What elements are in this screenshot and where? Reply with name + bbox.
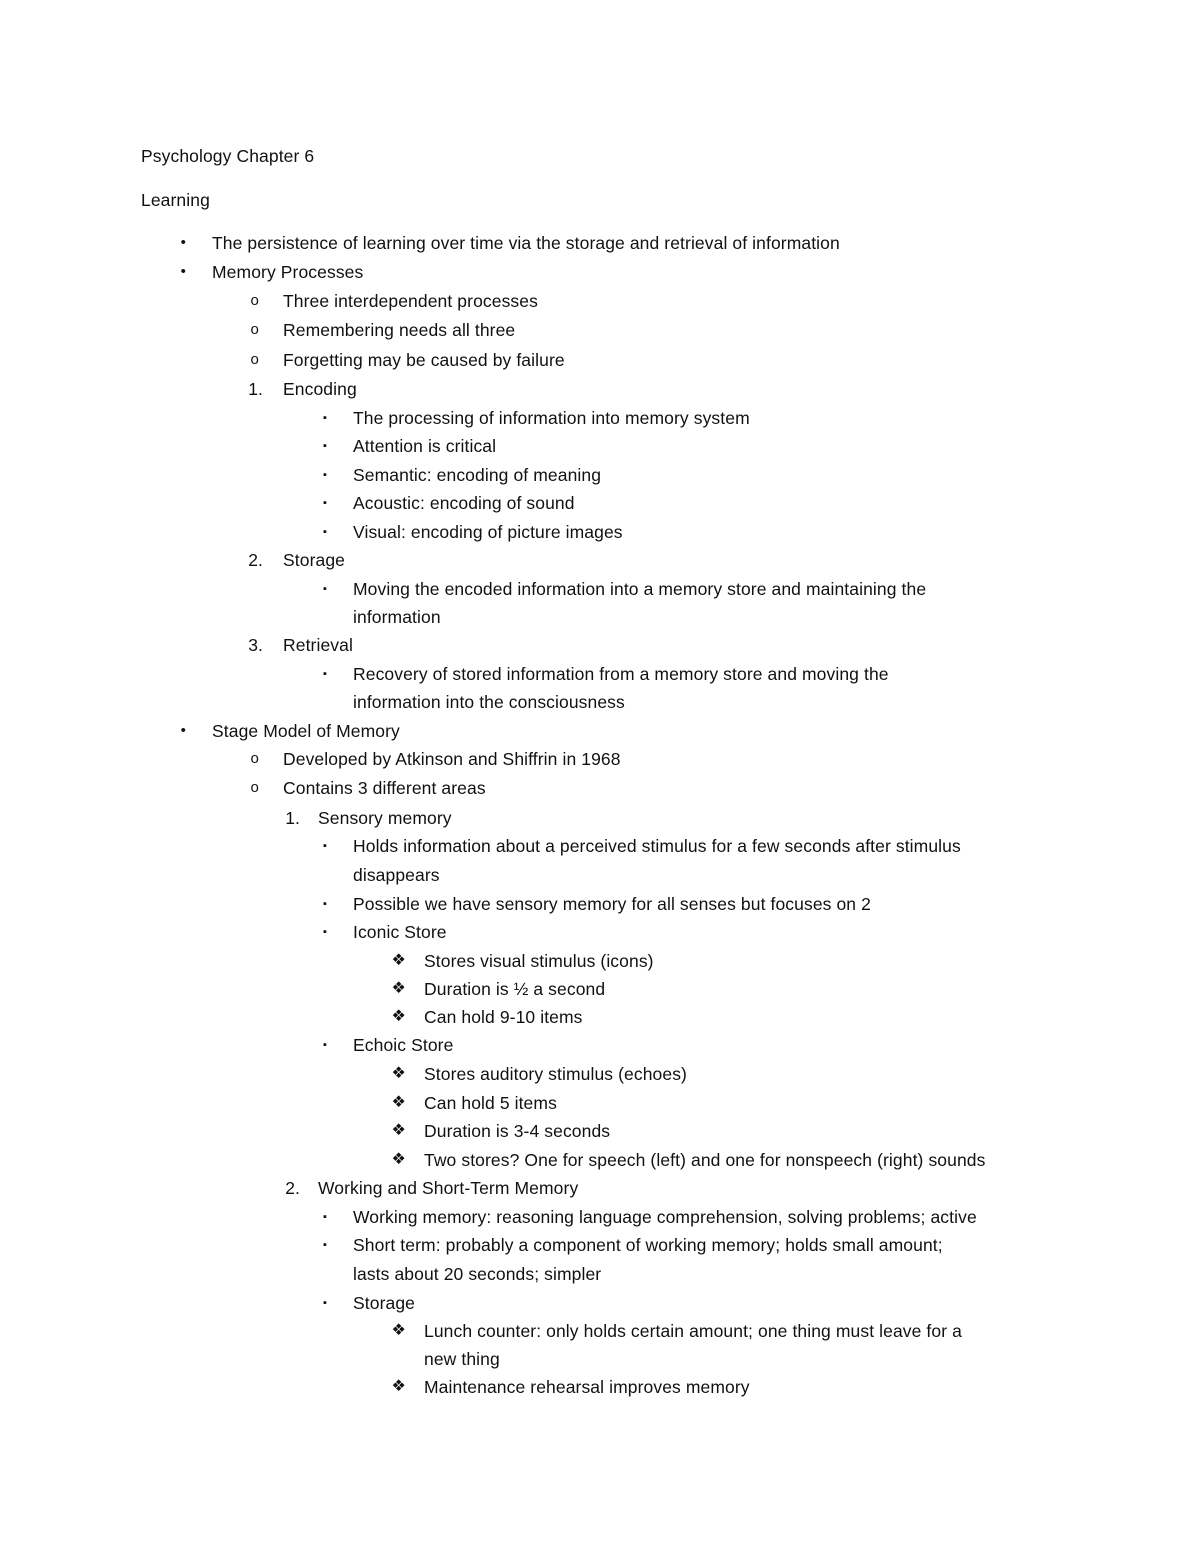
list-marker: ▪ xyxy=(323,926,327,938)
outline-text: Iconic Store xyxy=(353,922,447,942)
section-heading: Learning xyxy=(141,190,210,210)
outline-text: Moving the encoded information into a memory store and maintaining the xyxy=(353,579,927,599)
list-marker: o xyxy=(250,750,259,767)
list-marker: ▪ xyxy=(323,526,327,538)
list-marker: • xyxy=(180,263,186,280)
outline-text: Can hold 5 items xyxy=(424,1093,557,1113)
list-marker: 2. xyxy=(285,1178,300,1198)
list-marker: o xyxy=(250,292,259,309)
outline-text: Remembering needs all three xyxy=(283,320,516,340)
list-marker: ▪ xyxy=(323,412,327,424)
outline-text: The processing of information into memory system xyxy=(353,408,750,428)
list-marker: ❖ xyxy=(391,1094,406,1111)
list-marker: ❖ xyxy=(391,980,406,997)
outline-text: Maintenance rehearsal improves memory xyxy=(424,1377,750,1397)
list-marker: o xyxy=(250,321,259,338)
list-marker: ❖ xyxy=(391,1065,406,1082)
outline-text: Lunch counter: only holds certain amount; one thing must leave for a xyxy=(424,1321,962,1341)
outline-text: Short term: probably a component of working memory; holds small amount; xyxy=(353,1235,943,1255)
outline-text: Encoding xyxy=(283,379,357,399)
outline-text: disappears xyxy=(353,865,440,885)
list-marker: ❖ xyxy=(391,1151,406,1168)
list-marker: ▪ xyxy=(323,1211,327,1223)
outline-text: Working memory: reasoning language comprehension, solving problems; active xyxy=(353,1207,977,1227)
outline-text: Stores auditory stimulus (echoes) xyxy=(424,1064,687,1084)
outline-text: Three interdependent processes xyxy=(283,291,538,311)
list-marker: 3. xyxy=(248,635,263,655)
list-marker: ❖ xyxy=(391,952,406,969)
list-marker: 2. xyxy=(248,550,263,570)
outline-text: Semantic: encoding of meaning xyxy=(353,465,602,485)
outline-text: Duration is ½ a second xyxy=(424,979,606,999)
list-marker: o xyxy=(250,779,259,796)
outline-text: Forgetting may be caused by failure xyxy=(283,350,565,370)
list-marker: ▪ xyxy=(323,668,327,680)
outline-text: lasts about 20 seconds; simpler xyxy=(353,1264,602,1284)
list-marker: ▪ xyxy=(323,440,327,452)
outline-text: Memory Processes xyxy=(212,262,364,282)
document-title: Psychology Chapter 6 xyxy=(141,146,315,166)
list-marker: ▪ xyxy=(323,497,327,509)
outline-text: Holds information about a perceived stimulus for a few seconds after stimulus xyxy=(353,836,961,856)
outline-text: Working and Short-Term Memory xyxy=(318,1178,579,1198)
outline-text: Developed by Atkinson and Shiffrin in 1968 xyxy=(283,749,621,769)
outline-text: Attention is critical xyxy=(353,436,497,456)
outline-text: Echoic Store xyxy=(353,1035,454,1055)
outline-text: Storage xyxy=(283,550,345,570)
outline-text: Sensory memory xyxy=(318,808,452,828)
list-marker: o xyxy=(250,351,259,368)
list-marker: ❖ xyxy=(391,1008,406,1025)
outline-text: Stage Model of Memory xyxy=(212,721,400,741)
list-marker: • xyxy=(180,234,186,251)
list-marker: ▪ xyxy=(323,898,327,910)
list-marker: ▪ xyxy=(323,1297,327,1309)
list-marker: ❖ xyxy=(391,1378,406,1395)
list-marker: ▪ xyxy=(323,840,327,852)
list-marker: • xyxy=(180,722,186,739)
list-marker: ▪ xyxy=(323,469,327,481)
outline-text: Acoustic: encoding of sound xyxy=(353,493,575,513)
outline-text: Contains 3 different areas xyxy=(283,778,486,798)
outline-text: information into the consciousness xyxy=(353,692,625,712)
list-marker: ▪ xyxy=(323,1039,327,1051)
outline-text: Stores visual stimulus (icons) xyxy=(424,951,654,971)
outline-text: Recovery of stored information from a memory store and moving the xyxy=(353,664,889,684)
outline-text: new thing xyxy=(424,1349,500,1369)
list-marker: ▪ xyxy=(323,583,327,595)
outline-text: Can hold 9-10 items xyxy=(424,1007,583,1027)
outline-text: Storage xyxy=(353,1293,415,1313)
list-marker: ❖ xyxy=(391,1322,406,1339)
outline-text: information xyxy=(353,607,441,627)
list-marker: 1. xyxy=(285,808,300,828)
outline-text: Two stores? One for speech (left) and one for nonspeech (right) sounds xyxy=(424,1150,986,1170)
list-marker: 1. xyxy=(248,379,263,399)
outline-text: Visual: encoding of picture images xyxy=(353,522,623,542)
outline-text: Possible we have sensory memory for all senses but focuses on 2 xyxy=(353,894,871,914)
list-marker: ▪ xyxy=(323,1239,327,1251)
list-marker: ❖ xyxy=(391,1122,406,1139)
outline-text: Duration is 3-4 seconds xyxy=(424,1121,611,1141)
outline-text: Retrieval xyxy=(283,635,353,655)
outline-text: The persistence of learning over time via the storage and retrieval of information xyxy=(212,233,840,253)
